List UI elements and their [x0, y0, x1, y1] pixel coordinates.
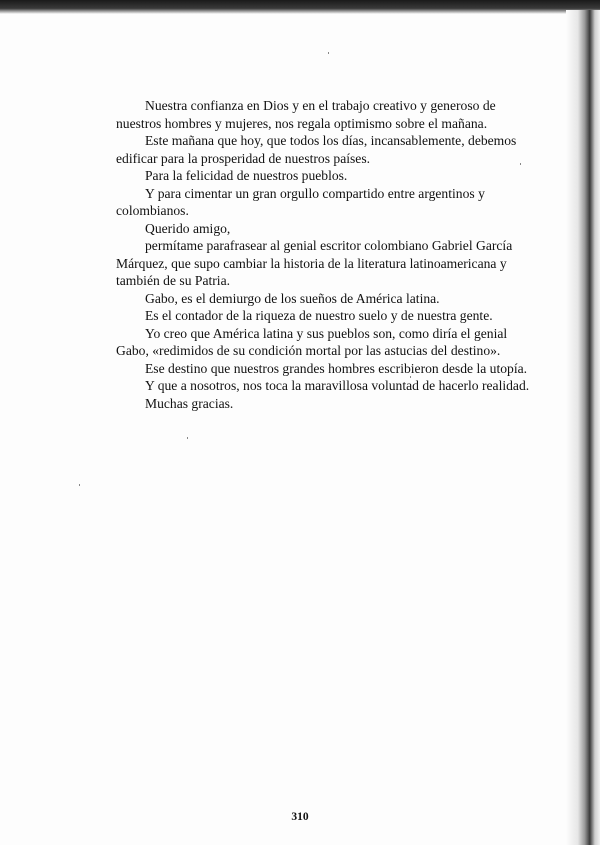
text-line: Querido amigo, [145, 220, 231, 236]
text-line: nuestros hombres y mujeres, nos regala optimismo sobre el mañana. [116, 115, 488, 131]
text-line: Y para cimentar un gran orgullo compartido entre argentinos y [145, 185, 485, 201]
text-line: Gabo, «redimidos de su condición mortal por las astucias del destino». [116, 343, 501, 358]
scan-speck [187, 437, 188, 439]
scan-speck [79, 484, 80, 486]
text-line: colombianos. [116, 203, 189, 218]
text-line: también de su Patria. [116, 273, 231, 288]
scan-top-shadow [0, 0, 600, 14]
text-line: Gabo, es el demiurgo de los sueños de América latina. [145, 290, 440, 306]
text-line: Y que a nosotros, nos toca la maravillosa voluntad de hacerlo realidad. [145, 378, 530, 393]
text-line: edificar para la prosperidad de nuestros países. [116, 150, 371, 166]
text-line: Ese destino que nuestros grandes hombres escribieron desde la utopía. [145, 360, 528, 376]
book-spine-edge [566, 10, 600, 845]
text-line: Muchas gracias. [145, 395, 234, 411]
text-line: Yo creo que América latina y sus pueblos son, como diría el genial [145, 325, 508, 341]
text-line: Es el contador de la riqueza de nuestro suelo y de nuestra gente. [145, 308, 493, 323]
text-line: permítame parafrasear al genial escritor colombiano Gabriel García [145, 238, 513, 253]
page-number: 310 [291, 811, 309, 823]
text-line: Este mañana que hoy, que todos los días, incansablemente, debemos [145, 133, 517, 148]
text-line: Para la felicidad de nuestros pueblos. [145, 168, 348, 183]
text-line: Márquez, que supo cambiar la historia de la literatura latinoamericana y [116, 255, 507, 271]
text-line: Nuestra confianza en Dios y en el trabajo creativo y generoso de [145, 98, 496, 113]
scan-speck [328, 52, 329, 54]
body-text [116, 97, 556, 412]
